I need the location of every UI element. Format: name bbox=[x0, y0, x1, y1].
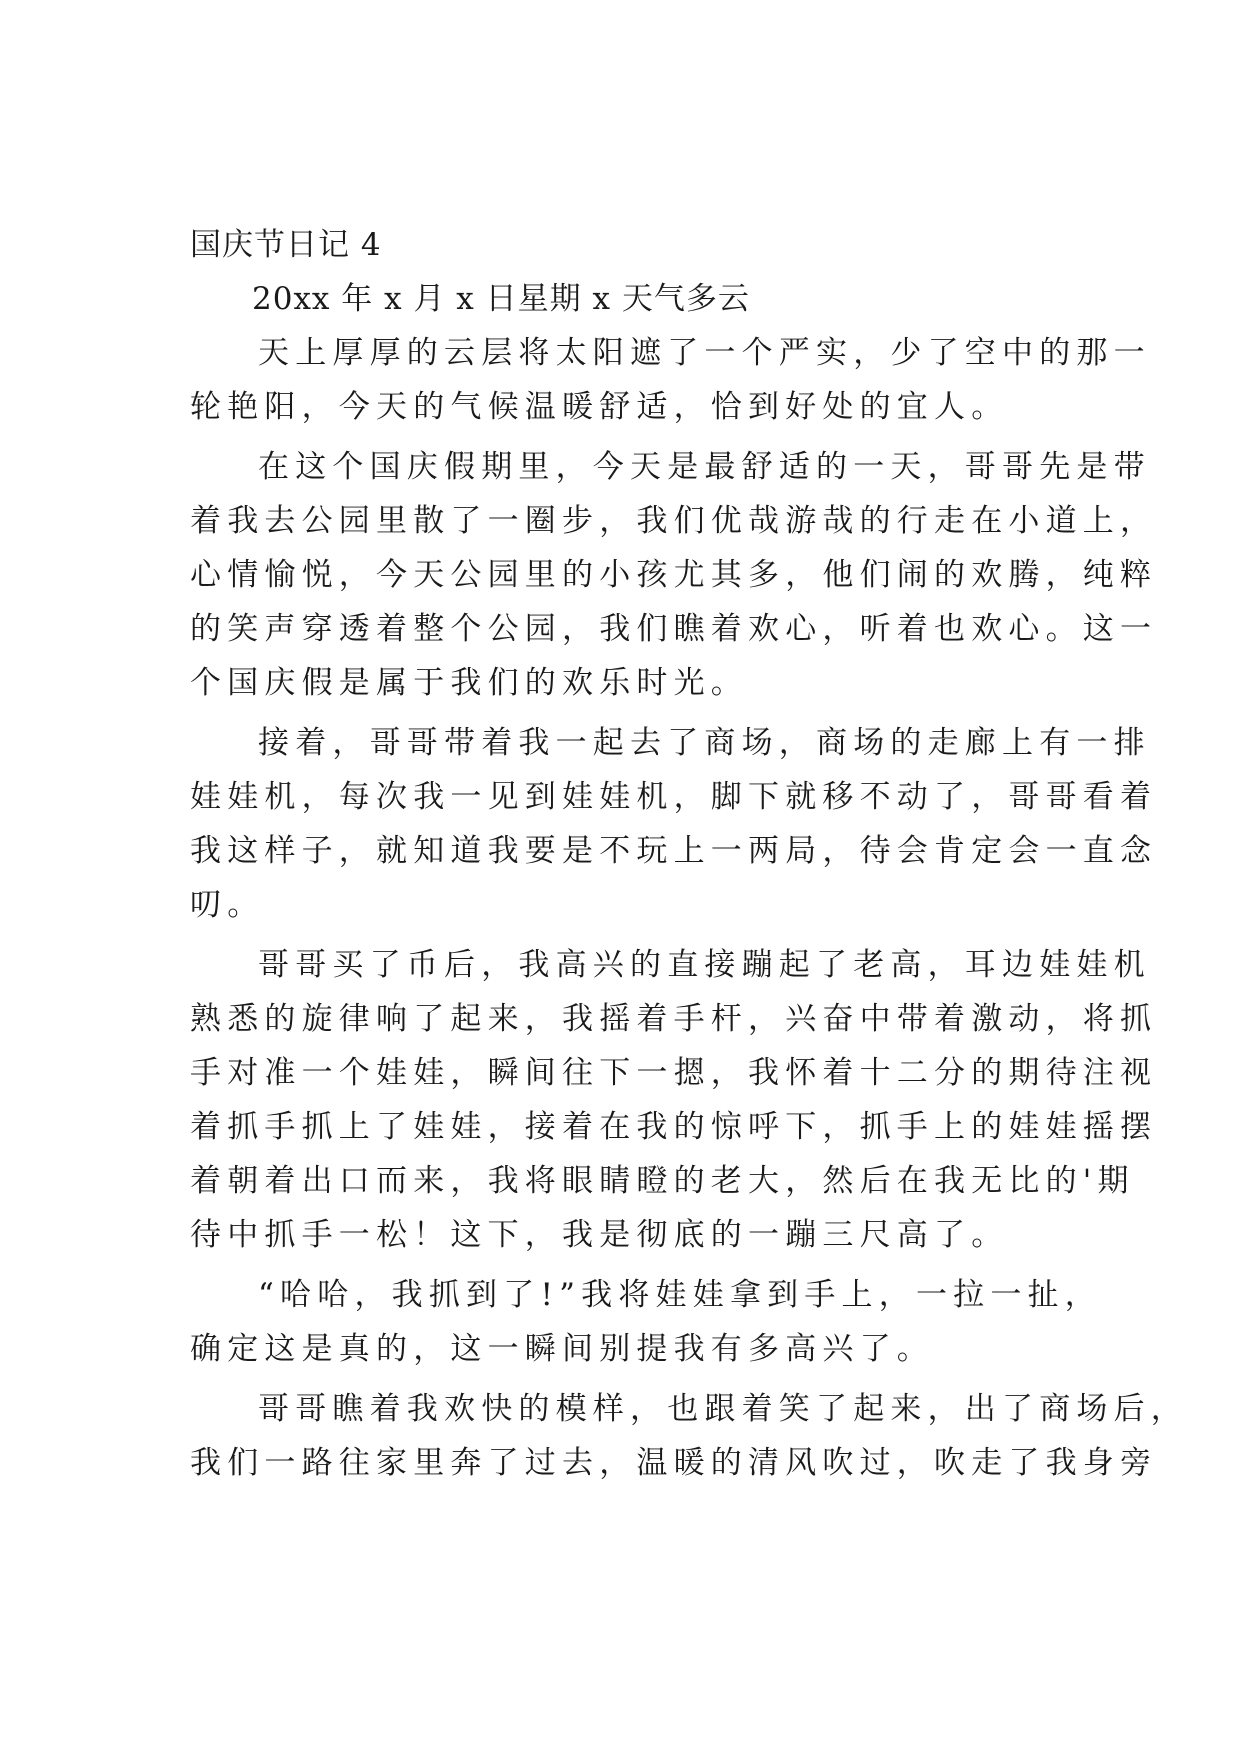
paragraph-line: “哈哈，我抓到了!”我将娃娃拿到手上，一拉一扯， bbox=[258, 1277, 1102, 1313]
document-title: 国庆节日记 4 bbox=[190, 227, 382, 263]
paragraph-2 bbox=[190, 440, 1158, 710]
paragraph-1 bbox=[190, 326, 1151, 434]
paragraph-line: 着抓手抓上了娃娃，接着在我的惊呼下，抓手上的娃娃摇摆 bbox=[190, 1109, 1158, 1145]
paragraph-5 bbox=[190, 1268, 1102, 1376]
paragraph-line: 着朝着出口而来，我将眼睛瞪的老大，然后在我无比的'期 bbox=[190, 1163, 1135, 1199]
paragraph-line: 待中抓手一松！这下，我是彻底的一蹦三尺高了。 bbox=[190, 1217, 1009, 1253]
paragraph-line: 熟悉的旋律响了起来，我摇着手杆，兴奋中带着激动，将抓 bbox=[190, 1001, 1158, 1037]
paragraph-6 bbox=[190, 1382, 1188, 1490]
paragraph-4 bbox=[190, 938, 1158, 1262]
paragraph-line: 娃娃机，每次我一见到娃娃机，脚下就移不动了，哥哥看着 bbox=[190, 779, 1158, 815]
paragraph-3 bbox=[190, 716, 1158, 932]
paragraph-line: 天上厚厚的云层将太阳遮了一个严实，少了空中的那一 bbox=[258, 335, 1151, 371]
paragraph-line: 在这个国庆假期里，今天是最舒适的一天，哥哥先是带 bbox=[258, 449, 1151, 485]
paragraph-line: 我们一路往家里奔了过去，温暖的清风吹过，吹走了我身旁 bbox=[190, 1445, 1158, 1481]
paragraph-line: 心情愉悦，今天公园里的小孩尤其多，他们闹的欢腾，纯粹 bbox=[190, 557, 1158, 593]
paragraph-line: 着我去公园里散了一圈步，我们优哉游哉的行走在小道上， bbox=[190, 503, 1158, 539]
paragraph-line: 确定这是真的，这一瞬间别提我有多高兴了。 bbox=[190, 1331, 934, 1367]
paragraph-line: 个国庆假是属于我们的欢乐时光。 bbox=[190, 665, 748, 701]
paragraph-line: 的笑声穿透着整个公园，我们瞧着欢心，听着也欢心。这一 bbox=[190, 611, 1158, 647]
paragraph-line: 接着，哥哥带着我一起去了商场，商场的走廊上有一排 bbox=[258, 725, 1151, 761]
paragraph-line: 叨。 bbox=[190, 887, 265, 923]
paragraph-line: 我这样子，就知道我要是不玩上一两局，待会肯定会一直念 bbox=[190, 833, 1158, 869]
date-line: 20xx 年 x 月 x 日星期 x 天气多云 bbox=[252, 281, 750, 317]
paragraph-line: 哥哥买了币后，我高兴的直接蹦起了老高，耳边娃娃机 bbox=[258, 947, 1151, 983]
paragraph-line: 轮艳阳，今天的气候温暖舒适，恰到好处的宜人。 bbox=[190, 389, 1009, 425]
paragraph-line: 哥哥瞧着我欢快的模样，也跟着笑了起来，出了商场后， bbox=[258, 1391, 1188, 1427]
paragraph-line: 手对准一个娃娃，瞬间往下一摁，我怀着十二分的期待注视 bbox=[190, 1055, 1158, 1091]
document-body bbox=[190, 218, 1188, 1490]
